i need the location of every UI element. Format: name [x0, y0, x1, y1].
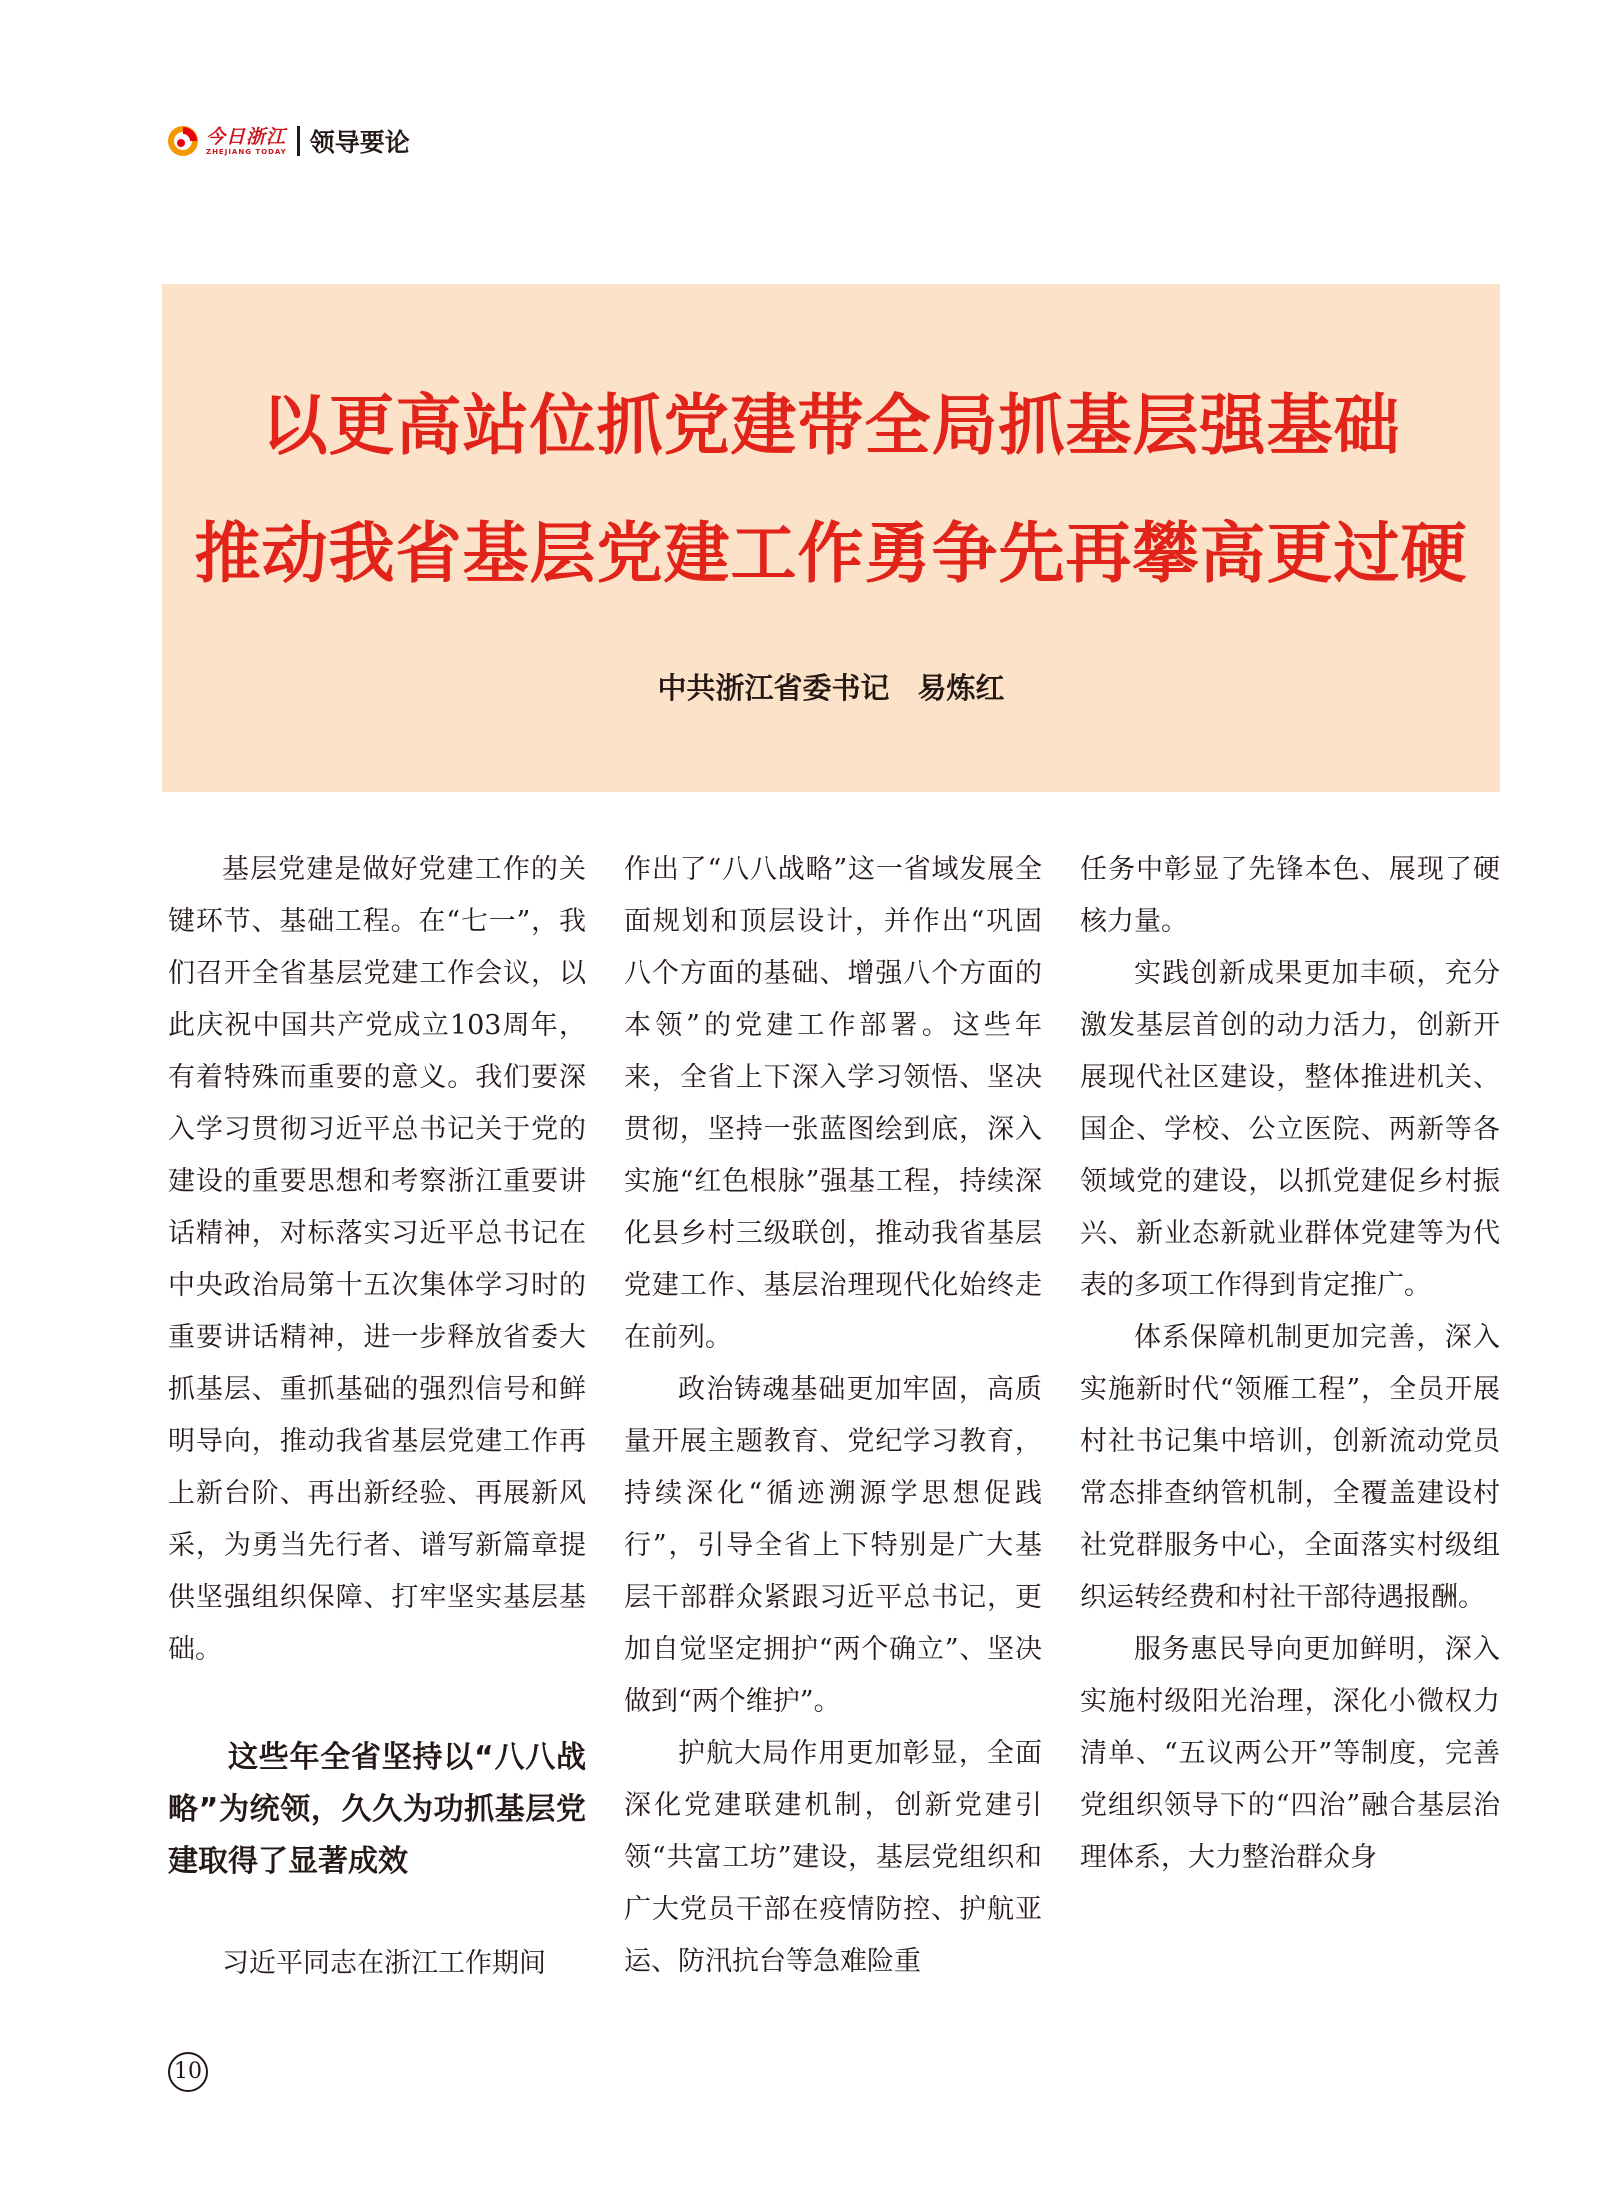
article-title-line-2: 推动我省基层党建工作勇争先再攀高更过硬 [194, 515, 1468, 592]
section-label: 领导要论 [309, 128, 410, 157]
magazine-logo [166, 124, 287, 158]
body-paragraph-continued: 作出了“八八战略”这一省域发展全面规划和顶层设计，并作出“巩固八个方面的基础、增强八个方面的本领”的党建工作部署。这些年来，全省上下深入学习领悟、坚决贯彻，坚持一张蓝图绘到底，深入实施“红色根脉”强基工程，持续深化县乡村三级联创，推动我省基层党建工作、基层治理现代化始终走在前列。 [624, 854, 1042, 1353]
body-paragraph: 体系保障机制更加完善，深入实施新时代“领雁工程”，全员开展村社书记集中培训，创新流动党员常态排查纳管机制，全覆盖建设村社党群服务中心，全面落实村级组织运转经费和村社干部待遇报酬。 [1080, 1322, 1500, 1613]
page-number: 10 [168, 2052, 208, 2092]
body-paragraph-continued: 任务中彰显了先锋本色、展现了硬核力量。 [1080, 854, 1500, 937]
title-banner [162, 284, 1500, 792]
page-header [166, 118, 410, 164]
body-paragraph: 服务惠民导向更加鲜明，深入实施村级阳光治理，深化小微权力清单、“五议两公开”等制度，完善党组织领导下的“四治”融合基层治理体系，大力整治群众身 [1080, 1634, 1500, 1873]
body-paragraph: 护航大局作用更加彰显，全面深化党建联建机制，创新党建引领“共富工坊”建设，基层党组织和广大党员干部在疫情防控、护航亚运、防汛抗台等急难险重 [624, 1738, 1042, 1977]
text-column-2 [624, 844, 1042, 1988]
section-heading: 这些年全省坚持以“八八战略”为统领，久久为功抓基层党建取得了显著成效 [168, 1740, 586, 1879]
body-paragraph: 习近平同志在浙江工作期间 [222, 1948, 546, 1979]
article-title-line-1: 以更高站位抓党建带全局抓基层强基础 [261, 387, 1401, 464]
text-column-3 [1080, 844, 1500, 1884]
sun-swirl-icon [166, 124, 200, 158]
logo-subtext: ZHEJIANG TODAY [206, 147, 287, 156]
author-name: 易炼红 [917, 671, 1005, 705]
author-position: 中共浙江省委书记 [657, 671, 890, 705]
header-divider [297, 126, 300, 156]
text-column-1 [168, 844, 586, 1990]
logo-text: 今日浙江 [206, 125, 287, 148]
body-paragraph: 基层党建是做好党建工作的关键环节、基础工程。在“七一”，我们召开全省基层党建工作会议，以此庆祝中国共产党成立103周年，有着特殊而重要的意义。我们要深入学习贯彻习近平总书记关于党的建设的重要思想和考察浙江重要讲话精神，对标落实习近平总书记在中央政治局第十五次集体学习时的重要讲话精神，进一步释放省委大抓基层、重抓基础的强烈信号和鲜明导向，推动我省基层党建工作再上新台阶、再出新经验、再展新风采，为勇当先行者、谱写新篇章提供坚强组织保障、打牢坚实基层基础。 [168, 854, 586, 1665]
body-paragraph: 实践创新成果更加丰硕，充分激发基层首创的动力活力，创新开展现代社区建设，整体推进机关、国企、学校、公立医院、两新等各领域党的建设，以抓党建促乡村振兴、新业态新就业群体党建等为代表的多项工作得到肯定推广。 [1080, 958, 1500, 1301]
byline [162, 666, 1500, 707]
body-paragraph: 政治铸魂基础更加牢固，高质量开展主题教育、党纪学习教育，持续深化“循迹溯源学思想促践行”，引导全省上下特别是广大基层干部群众紧跟习近平总书记，更加自觉坚定拥护“两个确立”、坚决做到“两个维护”。 [624, 1374, 1042, 1717]
